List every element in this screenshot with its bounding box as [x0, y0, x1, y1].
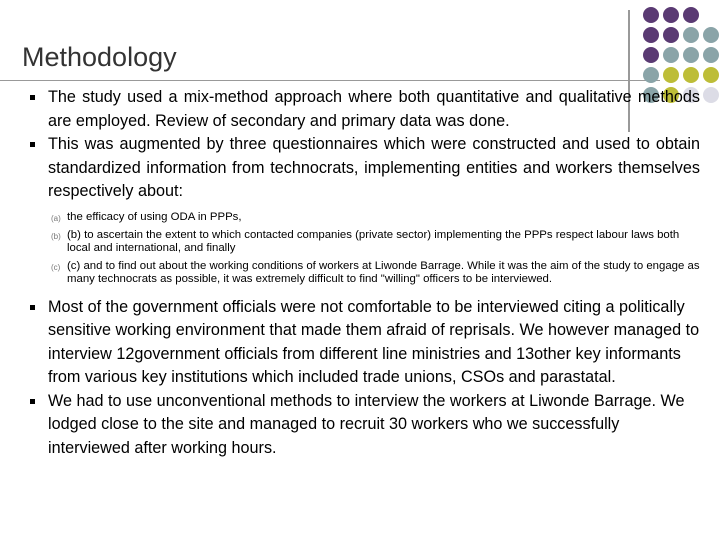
bullet-marker-icon — [30, 95, 35, 100]
decorative-dot — [663, 7, 679, 23]
sub-list-marker: (a) — [51, 213, 61, 223]
sub-list-text: the efficacy of using ODA in PPPs, — [67, 210, 242, 223]
slide-title: Methodology — [22, 42, 177, 72]
bullet-text: The study used a mix-method approach where both quantitative and qualitative methods are employed. Review of secondary and primary data was done. — [48, 88, 700, 130]
decorative-dot — [703, 27, 719, 43]
bullet-marker-icon — [30, 399, 35, 404]
slide-body — [30, 86, 700, 460]
bullet-marker-icon — [30, 305, 35, 310]
bullet-text: This was augmented by three questionnaires which were constructed and used to obtain standardized information from technocrats, implementing entities and workers themselves respectively about: — [48, 135, 700, 200]
bullet-item — [30, 390, 700, 461]
decorative-dot — [663, 67, 679, 83]
decorative-dot — [703, 47, 719, 63]
sub-list-text: (c) and to find out about the working conditions of workers at Liwonde Barrage. While it was the aim of the study to engage as many technocrats as possible, it was extremely difficult to find "willing" officers to be interviewed. — [67, 260, 700, 286]
sub-list — [51, 211, 700, 287]
sub-list-item — [51, 260, 700, 286]
decorative-dot — [683, 67, 699, 83]
decorative-dot — [643, 7, 659, 23]
bullet-marker-icon — [30, 142, 35, 147]
decorative-dot — [643, 47, 659, 63]
sub-list-item — [51, 211, 700, 224]
sub-list-marker: (c) — [51, 263, 61, 273]
decorative-dot — [703, 67, 719, 83]
decorative-dot — [703, 87, 719, 103]
decorative-dot — [683, 27, 699, 43]
decorative-dot — [643, 67, 659, 83]
decorative-dot — [663, 27, 679, 43]
sub-list-text: (b) to ascertain the extent to which contacted companies (private sector) implementing the PPPs respect labour laws both local and international, and finally — [67, 228, 680, 254]
bullet-item — [30, 86, 700, 133]
bullet-item — [30, 133, 700, 204]
title-divider — [0, 80, 660, 81]
decorative-dot — [643, 27, 659, 43]
decorative-dot — [683, 7, 699, 23]
bullet-item — [30, 296, 700, 390]
sub-list-item — [51, 229, 700, 255]
sub-list-marker: (b) — [51, 231, 61, 241]
bullet-text: Most of the government officials were not comfortable to be interviewed citing a politically sensitive working environment that made them afraid of reprisals. We however managed to interview 12government officials from different line ministries and 13other key informants from various key institutions which included trade unions, CSOs and parastatal. — [48, 297, 700, 387]
bullet-text: We had to use unconventional methods to interview the workers at Liwonde Barrage. We lodged close to the site and managed to recruit 30 workers who we successfully interviewed after working hours. — [48, 391, 685, 457]
decorative-dot — [683, 47, 699, 63]
decorative-dot — [663, 47, 679, 63]
